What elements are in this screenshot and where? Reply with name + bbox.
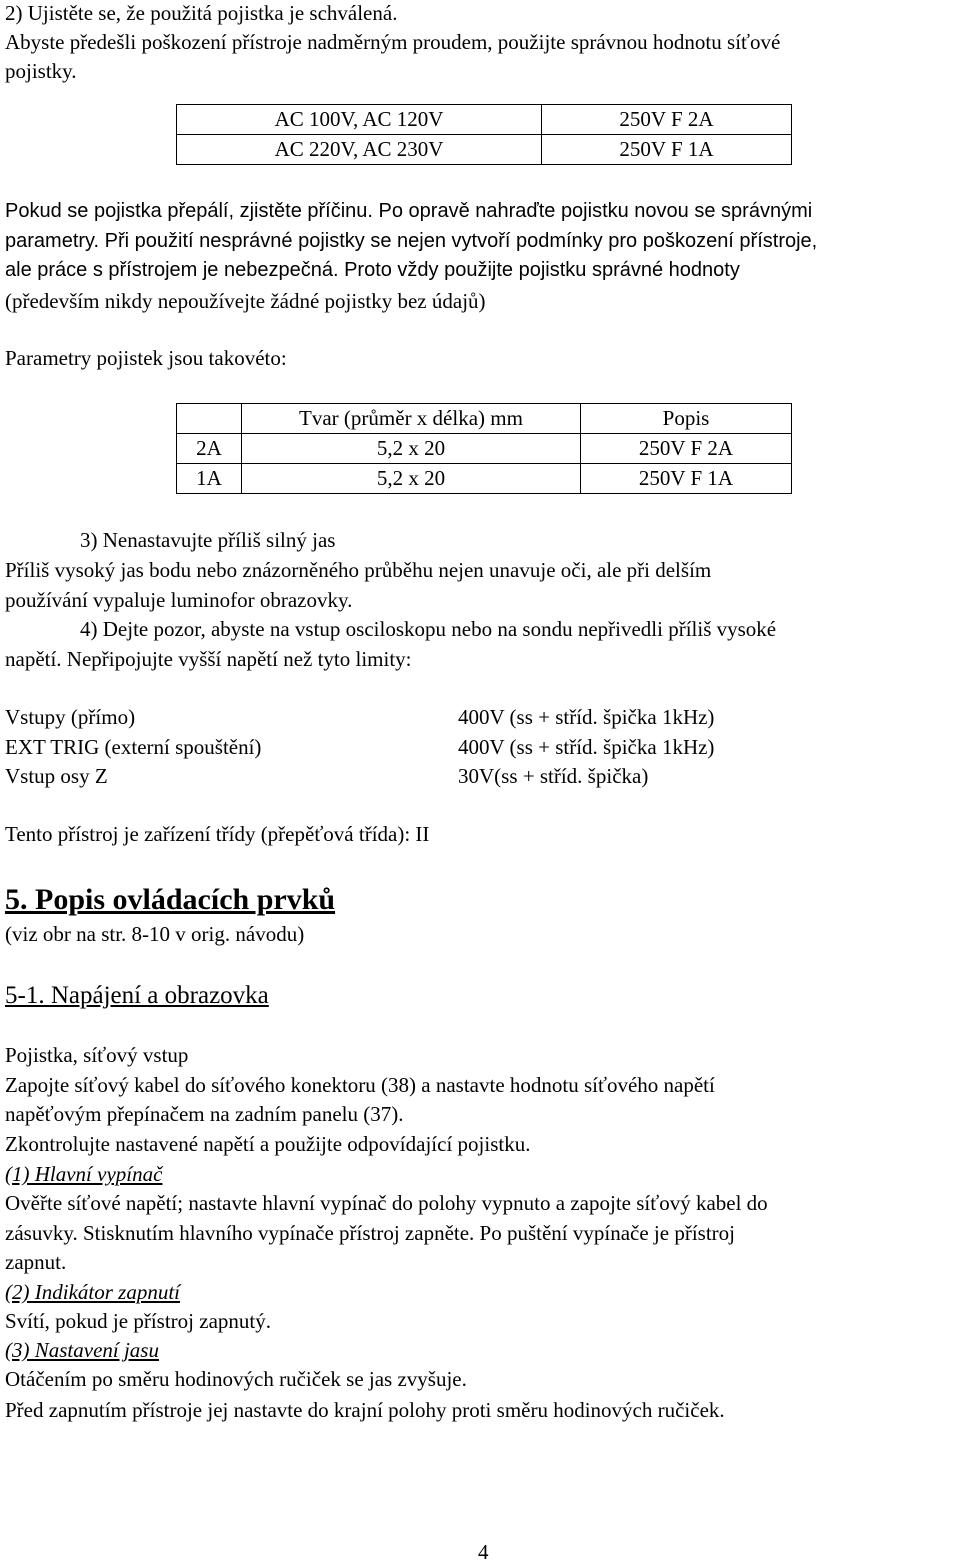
limit-label-2: EXT TRIG (externí spouštění) — [5, 735, 262, 759]
line-24: Otáčením po směru hodinových ručiček se jas zvyšuje. — [5, 1367, 467, 1391]
fuse-cell: 250V F 2A — [542, 105, 792, 135]
limit-value-3: 30V(ss + stříd. špička) — [458, 764, 649, 788]
line-15: (viz obr na str. 8-10 v orig. návodu) — [5, 922, 305, 946]
heading-5: 5. Popis ovládacích prvků — [5, 883, 336, 916]
line-7: (především nikdy nepoužívejte žádné pojistky bez údajů) — [5, 289, 486, 313]
line-10: Příliš vysoký jas bodu nebo znázorněného průběhu nejen unavuje oči, ale při delším — [5, 558, 712, 582]
line-1: 2) Ujistěte se, že použitá pojistka je schválená. — [5, 1, 398, 25]
limit-label-3: Vstup osy Z — [5, 764, 108, 788]
line-19: Zkontrolujte nastavené napětí a použijte odpovídající pojistku. — [5, 1132, 531, 1156]
fuse-desc: 250V F 2A — [581, 434, 792, 464]
fuse-rating: 1A — [177, 464, 242, 494]
limit-value-2: 400V (ss + stříd. špička 1kHz) — [458, 735, 715, 759]
line-5: parametry. Při použití nesprávné pojistky se nejen vytvoří podmínky pro poškození přístroje, — [5, 230, 818, 252]
fuse-header-empty — [177, 404, 242, 434]
line-16: Pojistka, síťový vstup — [5, 1043, 189, 1067]
line-13: napětí. Nepřipojujte vyšší napětí než tyto limity: — [5, 647, 412, 671]
fuse-desc: 250V F 1A — [581, 464, 792, 494]
line-6: ale práce s přístrojem je nebezpečná. Proto vždy použijte pojistku správné hodnoty — [5, 259, 740, 281]
line-18: napěťovým přepínačem na zadním panelu (37). — [5, 1102, 404, 1126]
limit-label-1: Vstupy (přímo) — [5, 705, 136, 729]
section-main-switch: (1) Hlavní vypínač — [5, 1162, 163, 1186]
fuse-table — [176, 403, 792, 494]
line-11: používání vypaluje luminofor obrazovky. — [5, 588, 353, 612]
line-12: 4) Dejte pozor, abyste na vstup osciloskopu nebo na sondu nepřivedli příliš vysoké — [80, 617, 777, 641]
line-17: Zapojte síťový kabel do síťového konektoru (38) a nastavte hodnotu síťového napětí — [5, 1073, 715, 1097]
fuse-rating: 2A — [177, 434, 242, 464]
fuse-shape: 5,2 x 20 — [242, 464, 581, 494]
line-8: Parametry pojistek jsou takovéto: — [5, 346, 287, 370]
fuse-cell: 250V F 1A — [542, 135, 792, 165]
page-number: 4 — [478, 1540, 489, 1564]
heading-5-1: 5-1. Napájení a obrazovka — [5, 982, 269, 1009]
line-14: Tento přístroj je zařízení třídy (přepěťová třída): II — [5, 822, 430, 846]
line-20: Ověřte síťové napětí; nastavte hlavní vypínač do polohy vypnuto a zapojte síťový kabel do — [5, 1191, 768, 1215]
fuse-shape: 5,2 x 20 — [242, 434, 581, 464]
line-3: pojistky. — [5, 59, 77, 83]
fuse-header-shape: Tvar (průměr x délka) mm — [242, 404, 581, 434]
section-power-indicator: (2) Indikátor zapnutí — [5, 1280, 180, 1304]
fuse-header-desc: Popis — [581, 404, 792, 434]
voltage-table — [176, 104, 792, 165]
line-4: Pokud se pojistka přepálí, zjistěte příčinu. Po opravě nahraďte pojistku novou se správnými — [5, 200, 813, 222]
voltage-cell: AC 220V, AC 230V — [177, 135, 542, 165]
line-9: 3) Nenastavujte příliš silný jas — [80, 528, 336, 552]
line-22: zapnut. — [5, 1250, 67, 1274]
line-21: zásuvky. Stisknutím hlavního vypínače přístroj zapněte. Po puštění vypínače je přístroj — [5, 1221, 735, 1245]
line-2: Abyste předešli poškození přístroje nadměrným proudem, použijte správnou hodnotu síťové — [5, 30, 781, 54]
limit-value-1: 400V (ss + stříd. špička 1kHz) — [458, 705, 715, 729]
line-25: Před zapnutím přístroje jej nastavte do krajní polohy proti směru hodinových ručiček. — [5, 1398, 725, 1422]
section-brightness: (3) Nastavení jasu — [5, 1338, 159, 1362]
line-23: Svítí, pokud je přístroj zapnutý. — [5, 1309, 271, 1333]
voltage-cell: AC 100V, AC 120V — [177, 105, 542, 135]
